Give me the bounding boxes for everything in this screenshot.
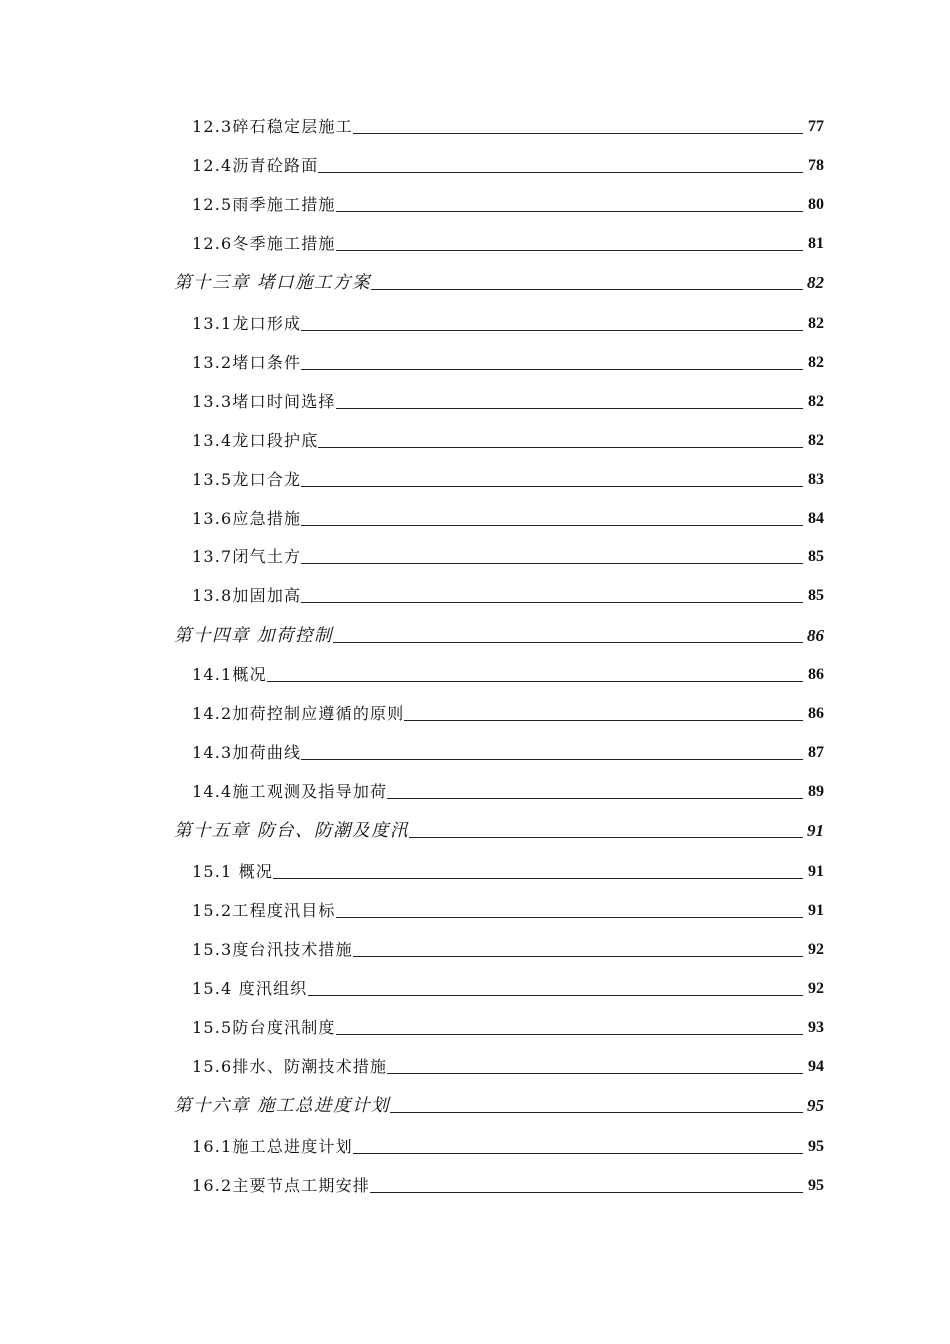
toc-leader-line: [370, 1192, 803, 1193]
toc-page-number: 82: [808, 432, 824, 449]
toc-section-entry[interactable]: [174, 499, 824, 529]
toc-entry-title: 13.1龙口形成: [192, 314, 302, 333]
toc-page-number: 86: [808, 705, 824, 722]
toc-page-number: 82: [807, 273, 824, 292]
toc-leader-line: [301, 525, 803, 526]
toc-page-number: 89: [808, 783, 824, 800]
toc-section-entry[interactable]: [174, 1127, 824, 1157]
toc-page-number: 91: [808, 902, 824, 919]
toc-section-entry[interactable]: [174, 1047, 824, 1077]
toc-entry-title: 13.7闭气土方: [192, 547, 302, 566]
toc-leader-line: [336, 408, 803, 409]
toc-page-number: 92: [808, 980, 824, 997]
toc-page-number: 78: [808, 157, 824, 174]
toc-leader-line: [336, 211, 803, 212]
toc-section-entry[interactable]: [174, 733, 824, 763]
toc-leader-line: [267, 681, 803, 682]
toc-page-number: 94: [808, 1058, 824, 1075]
toc-page-number: 77: [808, 118, 824, 135]
toc-leader-line: [318, 447, 803, 448]
toc-entry-title: 13.4龙口段护底: [192, 431, 319, 450]
toc-leader-line: [336, 917, 803, 918]
toc-leader-line: [336, 1034, 803, 1035]
toc-leader-line: [301, 330, 803, 331]
toc-page-number: 91: [808, 863, 824, 880]
toc-leader-line: [301, 369, 803, 370]
toc-entry-title: 14.1概况: [192, 665, 267, 684]
toc-entry-title: 13.8加固加高: [192, 586, 302, 605]
toc-entry-title: 14.4施工观测及指导加荷: [192, 782, 388, 801]
toc-page-number: 81: [808, 235, 824, 252]
toc-entry-title: 第十六章 施工总进度计划: [174, 1096, 391, 1116]
toc-page-number: 80: [808, 196, 824, 213]
toc-entry-title: 12.3碎石稳定层施工: [192, 117, 353, 136]
toc-leader-line: [409, 837, 803, 838]
toc-page-number: 95: [808, 1177, 824, 1194]
toc-chapter-entry[interactable]: [174, 263, 824, 293]
toc-entry-title: 13.3堵口时间选择: [192, 392, 336, 411]
toc-leader-line: [301, 486, 803, 487]
toc-leader-line: [301, 602, 803, 603]
toc-section-entry[interactable]: [174, 852, 824, 882]
toc-section-entry[interactable]: [174, 421, 824, 451]
toc-page-number: 95: [807, 1096, 824, 1115]
toc-section-entry[interactable]: [174, 107, 824, 137]
toc-page-number: 91: [807, 821, 824, 840]
toc-page-number: 84: [808, 510, 824, 527]
toc-section-entry[interactable]: [174, 969, 824, 999]
toc-leader-line: [371, 289, 803, 290]
toc-section-entry[interactable]: [174, 146, 824, 176]
toc-section-entry[interactable]: [174, 1008, 824, 1038]
toc-leader-line: [387, 798, 803, 799]
toc-leader-line: [353, 133, 803, 134]
toc-entry-title: 13.5龙口合龙: [192, 470, 302, 489]
toc-leader-line: [387, 1073, 803, 1074]
toc-entry-title: 14.3加荷曲线: [192, 743, 302, 762]
toc-entry-title: 16.1施工总进度计划: [192, 1137, 353, 1156]
toc-page-number: 93: [808, 1019, 824, 1036]
toc-section-entry[interactable]: [174, 930, 824, 960]
toc-section-entry[interactable]: [174, 304, 824, 334]
toc-entry-title: 15.1 概况: [192, 862, 274, 881]
toc-leader-line: [273, 878, 803, 879]
toc-entry-title: 15.6排水、防潮技术措施: [192, 1057, 388, 1076]
toc-page-number: 86: [807, 626, 824, 645]
toc-entry-title: 14.2加荷控制应遵循的原则: [192, 704, 405, 723]
toc-leader-line: [390, 1112, 803, 1113]
toc-entry-title: 13.6应急措施: [192, 509, 302, 528]
toc-entry-title: 12.5雨季施工措施: [192, 195, 336, 214]
toc-section-entry[interactable]: [174, 343, 824, 373]
toc-section-entry[interactable]: [174, 460, 824, 490]
toc-leader-line: [318, 172, 803, 173]
toc-leader-line: [353, 956, 803, 957]
toc-entry-title: 15.4 度汛组织: [192, 979, 308, 998]
toc-page-number: 85: [808, 587, 824, 604]
toc-section-entry[interactable]: [174, 891, 824, 921]
toc-section-entry[interactable]: [174, 1166, 824, 1196]
toc-page-number: 82: [808, 393, 824, 410]
toc-leader-line: [336, 250, 803, 251]
toc-chapter-entry[interactable]: [174, 1086, 824, 1116]
toc-page-number: 92: [808, 941, 824, 958]
toc-entry-title: 第十四章 加荷控制: [174, 626, 334, 646]
toc-page-number: 86: [808, 666, 824, 683]
toc-leader-line: [333, 642, 803, 643]
toc-entry-title: 12.4沥青砼路面: [192, 156, 319, 175]
toc-entry-title: 第十五章 防台、防潮及度汛: [174, 821, 410, 841]
toc-section-entry[interactable]: [174, 185, 824, 215]
toc-section-entry[interactable]: [174, 382, 824, 412]
toc-section-entry[interactable]: [174, 694, 824, 724]
toc-leader-line: [301, 563, 803, 564]
toc-chapter-entry[interactable]: [174, 616, 824, 646]
toc-chapter-entry[interactable]: [174, 811, 824, 841]
toc-section-entry[interactable]: [174, 224, 824, 254]
toc-entry-title: 12.6冬季施工措施: [192, 234, 336, 253]
toc-entry-title: 13.2堵口条件: [192, 353, 302, 372]
toc-leader-line: [404, 720, 803, 721]
toc-leader-line: [308, 995, 803, 996]
toc-page-number: 85: [808, 548, 824, 565]
toc-section-entry[interactable]: [174, 537, 824, 567]
toc-section-entry[interactable]: [174, 655, 824, 685]
toc-leader-line: [301, 759, 803, 760]
toc-entry-title: 第十三章 堵口施工方案: [174, 273, 372, 293]
toc-entry-title: 15.3度台汛技术措施: [192, 940, 353, 959]
toc-page-number: 83: [808, 471, 824, 488]
toc-page-number: 82: [808, 354, 824, 371]
toc-entry-title: 16.2主要节点工期安排: [192, 1176, 371, 1195]
toc-page-number: 95: [808, 1138, 824, 1155]
toc-section-entry[interactable]: [174, 772, 824, 802]
toc-page-number: 82: [808, 315, 824, 332]
toc-section-entry[interactable]: [174, 576, 824, 606]
toc-leader-line: [353, 1153, 803, 1154]
toc-entry-title: 15.5防台度汛制度: [192, 1018, 336, 1037]
toc-page-number: 87: [808, 744, 824, 761]
toc-entry-title: 15.2工程度汛目标: [192, 901, 336, 920]
